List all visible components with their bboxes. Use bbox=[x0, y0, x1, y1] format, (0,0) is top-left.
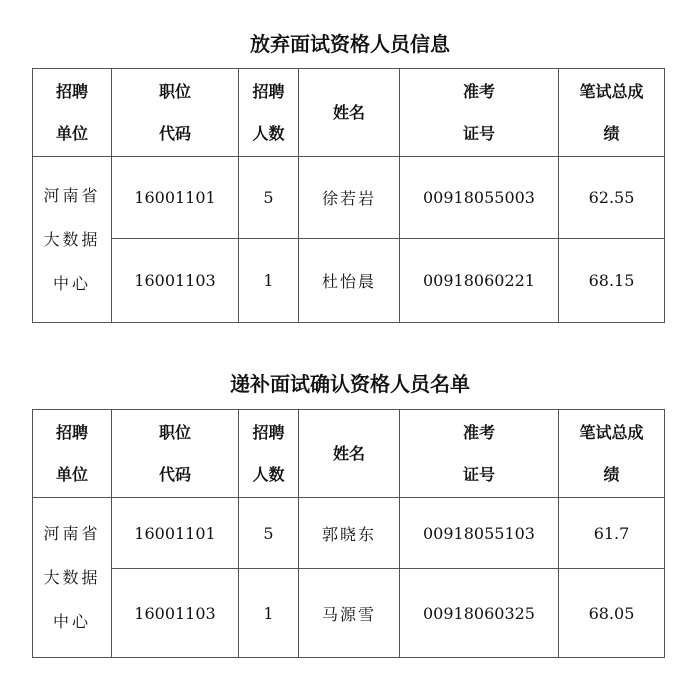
hire-count-cell: 5 bbox=[239, 157, 299, 239]
header-name: 姓名 bbox=[299, 410, 400, 498]
position-code-cell: 16001101 bbox=[112, 157, 239, 239]
name-cell: 徐若岩 bbox=[299, 157, 400, 239]
header-hire-count: 招聘 人数 bbox=[239, 410, 299, 498]
section-title-withdrawn: 放弃面试资格人员信息 bbox=[250, 32, 450, 56]
position-code-cell: 16001103 bbox=[112, 239, 239, 323]
header-position-code: 职位 代码 bbox=[112, 410, 239, 498]
name-cell: 郭晓东 bbox=[299, 498, 400, 569]
hire-count-cell: 1 bbox=[239, 239, 299, 323]
ticket-number-cell: 00918060221 bbox=[400, 239, 559, 323]
hire-count-cell: 1 bbox=[239, 569, 299, 658]
section-title-replacement: 递补面试确认资格人员名单 bbox=[230, 372, 470, 396]
position-code-cell: 16001103 bbox=[112, 569, 239, 658]
ticket-number-cell: 00918055003 bbox=[400, 157, 559, 239]
withdrawn-candidates-table bbox=[32, 68, 665, 323]
score-cell: 68.05 bbox=[559, 569, 665, 658]
table-row bbox=[33, 498, 665, 569]
org-cell: 河南省 大数据 中心 bbox=[33, 498, 112, 658]
table-row bbox=[33, 157, 665, 239]
ticket-number-cell: 00918060325 bbox=[400, 569, 559, 658]
position-code-cell: 16001101 bbox=[112, 498, 239, 569]
hire-count-cell: 5 bbox=[239, 498, 299, 569]
header-org: 招聘 单位 bbox=[33, 410, 112, 498]
header-written-score: 笔试总成 绩 bbox=[559, 410, 665, 498]
name-cell: 马源雪 bbox=[299, 569, 400, 658]
replacement-candidates-table bbox=[32, 409, 665, 658]
score-cell: 61.7 bbox=[559, 498, 665, 569]
table-row bbox=[33, 239, 665, 323]
score-cell: 62.55 bbox=[559, 157, 665, 239]
header-written-score: 笔试总成 绩 bbox=[559, 69, 665, 157]
score-cell: 68.15 bbox=[559, 239, 665, 323]
org-cell: 河南省 大数据 中心 bbox=[33, 157, 112, 323]
ticket-number-cell: 00918055103 bbox=[400, 498, 559, 569]
header-position-code: 职位 代码 bbox=[112, 69, 239, 157]
header-name: 姓名 bbox=[299, 69, 400, 157]
header-hire-count: 招聘 人数 bbox=[239, 69, 299, 157]
table-header-row bbox=[33, 410, 665, 498]
header-ticket-number: 准考 证号 bbox=[400, 69, 559, 157]
header-org: 招聘 单位 bbox=[33, 69, 112, 157]
header-ticket-number: 准考 证号 bbox=[400, 410, 559, 498]
name-cell: 杜怡晨 bbox=[299, 239, 400, 323]
table-header-row bbox=[33, 69, 665, 157]
table-row bbox=[33, 569, 665, 658]
